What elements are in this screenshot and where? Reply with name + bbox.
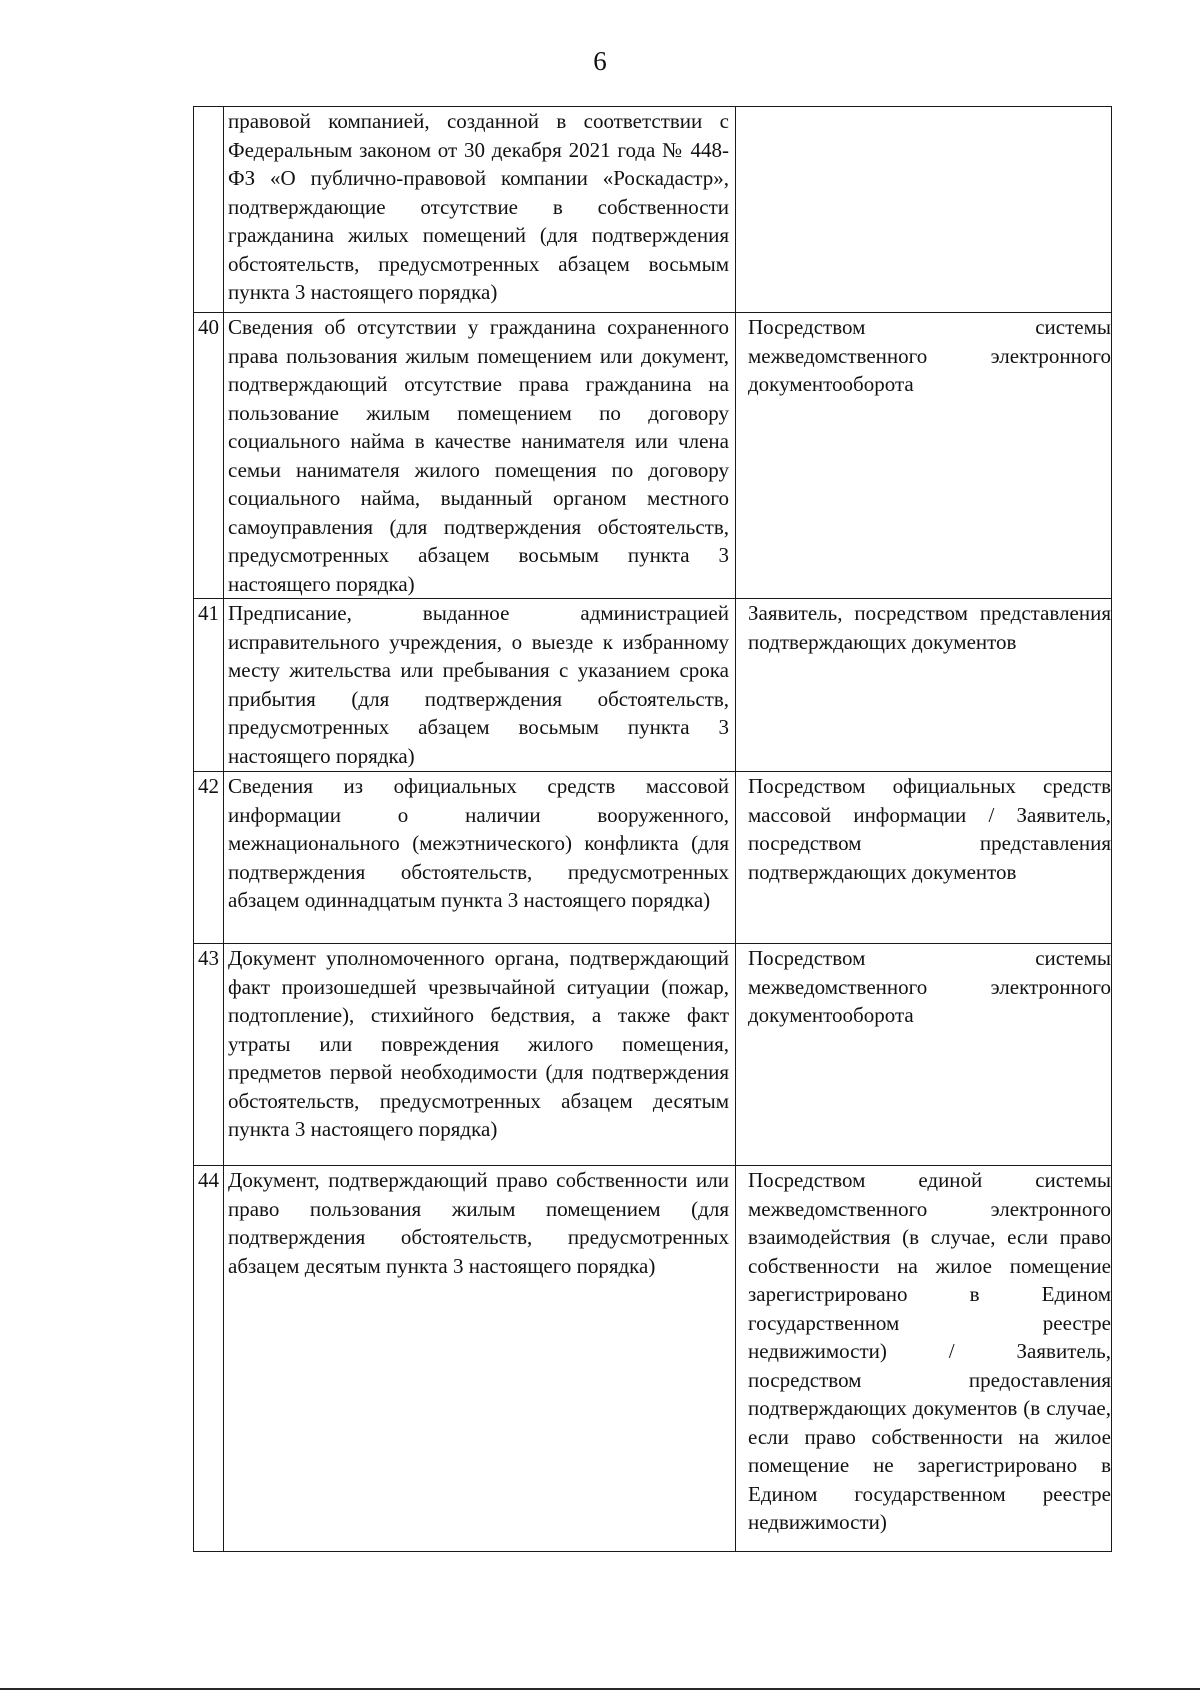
document-description: Документ уполномоченного органа, подтверждающий факт произошедшей чрезвычайной ситуации (пожар, подтопление), стихийного бедствия, а также факт утраты или повреждения жилого помещения, предметов первой необходимости (для подтверждения обстоятельств, предусмотренных абзацем десятым пункта 3 настоящего порядка): [224, 944, 736, 1166]
row-number: 42: [194, 772, 224, 944]
submission-method: Посредством системы межведомственного электронного документооборота: [736, 313, 1112, 599]
row-number: 41: [194, 599, 224, 772]
submission-method: Посредством системы межведомственного электронного документооборота: [736, 944, 1112, 1166]
submission-method: Заявитель, посредством представления подтверждающих документов: [736, 599, 1112, 772]
submission-method: [736, 107, 1112, 313]
table-row: [194, 944, 1112, 1166]
document-description: Документ, подтверждающий право собственности или право пользования жилым помещением (для подтверждения обстоятельств, предусмотренных абзацем десятым пункта 3 настоящего порядка): [224, 1166, 736, 1552]
row-number: [194, 107, 224, 313]
submission-method: Посредством единой системы межведомственного электронного взаимодействия (в случае, если право собственности на жилое помещение зарегистрировано в Едином государственном реестре недвижимости) / Заявитель, посредством предоставления подтверждающих документов (в случае, если право собственности на жилое помещение не зарегистрировано в Едином государственном реестре недвижимости): [736, 1166, 1112, 1552]
document-description: Предписание, выданное администрацией исправительного учреждения, о выезде к избранному месту жительства или пребывания с указанием срока прибытия (для подтверждения обстоятельств, предусмотренных абзацем восьмым пункта 3 настоящего порядка): [224, 599, 736, 772]
table-row: [194, 107, 1112, 313]
table-row: [194, 1166, 1112, 1552]
document-description: правовой компанией, созданной в соответствии с Федеральным законом от 30 декабря 2021 года № 448-ФЗ «О публично-правовой компании «Роскадастр», подтверждающие отсутствие в собственности гражданина жилых помещений (для подтверждения обстоятельств, предусмотренных абзацем восьмым пункта 3 настоящего порядка): [224, 107, 736, 313]
row-number: 43: [194, 944, 224, 1166]
scan-edge-line: [0, 1688, 1200, 1690]
table-row: [194, 772, 1112, 944]
document-description: Сведения об отсутствии у гражданина сохраненного права пользования жилым помещением или документ, подтверждающий отсутствие права гражданина на пользование жилым помещением по договору социального найма в качестве нанимателя или члена семьи нанимателя жилого помещения по договору социального найма, выданный органом местного самоуправления (для подтверждения обстоятельств, предусмотренных абзацем восьмым пункта 3 настоящего порядка): [224, 313, 736, 599]
row-number: 40: [194, 313, 224, 599]
document-description: Сведения из официальных средств массовой информации о наличии вооруженного, межнационального (межэтнического) конфликта (для подтверждения обстоятельств, предусмотренных абзацем одиннадцатым пункта 3 настоящего порядка): [224, 772, 736, 944]
table-row: [194, 313, 1112, 599]
table-row: [194, 599, 1112, 772]
submission-method: Посредством официальных средств массовой информации / Заявитель, посредством представления подтверждающих документов: [736, 772, 1112, 944]
documents-table: [193, 106, 1112, 1552]
row-number: 44: [194, 1166, 224, 1552]
page-number: 6: [593, 46, 607, 76]
